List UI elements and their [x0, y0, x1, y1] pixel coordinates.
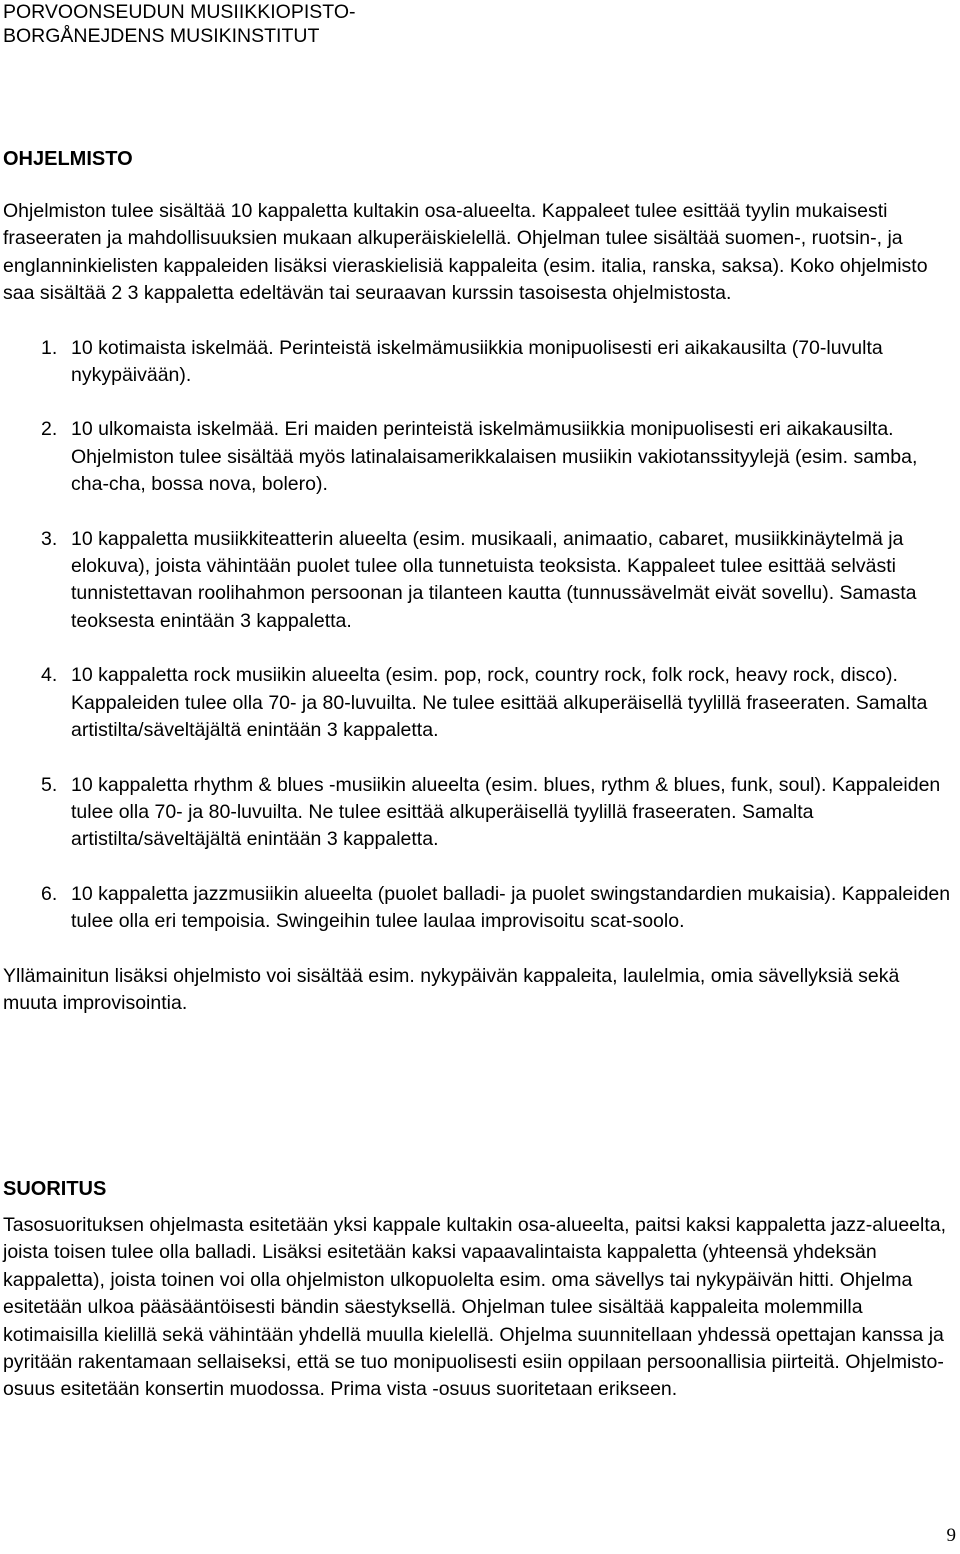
list-item-text: 10 ulkomaista iskelmää. Eri maiden perinteistä iskelmämusiikkia monipuolisesti eri aikakausilta. Ohjelmiston tulee sisältää myös latinalaisamerikkalaisen musiikin vakiotanssityylejä (esim. samba, cha-cha, bossa nova, bolero). — [71, 418, 918, 496]
list-item — [3, 526, 953, 636]
ohjelmisto-intro: Ohjelmiston tulee sisältää 10 kappaletta kultakin osa-alueelta. Kappaleet tulee esittää tyylin mukaisesti fraseeraten ja mahdollisuuksien mukaan alkuperäiskielellä. Ohjelman tulee sisältää suomen-, ruotsin-, ja englanninkielisten kappaleiden lisäksi vieraskielisiä kappaleita (esim. italia, ranska, saksa). Koko ohjelmisto saa sisältää 2 3 kappaletta edeltävän tai seuraavan kurssin tasoisesta ohjelmistosta. — [3, 200, 928, 305]
list-item-number: 4. — [41, 664, 58, 687]
ohjelmisto-section — [3, 146, 953, 1017]
list-item-number: 3. — [41, 527, 58, 550]
header-line-1: PORVOONSEUDUN MUSIIKKIOPISTO- — [3, 1, 356, 23]
list-item — [3, 881, 953, 936]
document-header — [3, 0, 356, 48]
list-item-text: 10 kappaletta jazzmusiikin alueelta (puolet balladi- ja puolet swingstandardien mukaisia). Kappaleiden tulee olla eri tempoisia. Swingeihin tulee laulaa improvisoitu scat-soolo. — [71, 882, 951, 933]
program-list — [3, 335, 953, 936]
list-item-text: 10 kappaletta musiikkiteatterin alueelta (esim. musikaali, animaatio, cabaret, musiikkinäytelmä ja elokuva), joista vähintään puolet tulee olla tunnetuista teoksista. Kappaleet tulee esittää selvästi tunnistettavan roolihahmon persoonan ja tilanteen kautta (tunnussävelmät eivät sovellu). Samasta teoksesta enintään 3 kappaletta. — [71, 527, 917, 632]
list-item-number: 6. — [41, 882, 58, 905]
list-item-number: 5. — [41, 773, 58, 796]
suoritus-title: SUORITUS — [3, 1177, 107, 1200]
list-item — [3, 416, 953, 498]
list-item-number: 2. — [41, 418, 58, 441]
list-item-text: 10 kappaletta rock musiikin alueelta (esim. pop, rock, country rock, folk rock, heavy rock, disco). Kappaleiden tulee olla 70- ja 80-luvuilta. Ne tulee esittää alkuperäisellä tyylillä fraseeraten. Samalta artistilta/säveltäjältä enintään 3 kappaletta. — [71, 664, 928, 742]
suoritus-text: Tasosuorituksen ohjelmasta esitetään yksi kappale kultakin osa-alueelta, paitsi kaksi kappaletta jazz-alueelta, joista toisen tulee olla balladi. Lisäksi esitetään kaksi vapaavalintaista kappaletta (yhteensä yhdeksän kappaletta), joista toinen voi olla ohjelmiston ulkopuolelta esim. oma sävellys tai nykypäivän hitti. Ohjelma esitetään ulkoa pääsääntöisesti bändin säestyksellä. Ohjelman tulee sisältää kappaleita molemmilla kotimaisilla kielillä sekä vähintään yhdellä muulla kielellä. Ohjelma suunnitellaan yhdessä opettajan kanssa ja pyritään rakentamaan sellaiseksi, että se tuo monipuolisesti esiin oppilaan persoonallisia piirteitä. Ohjelmisto-osuus esitetään konsertin muodossa. Prima vista -osuus suoritetaan erikseen. — [3, 1214, 947, 1401]
list-item-text: 10 kotimaista iskelmää. Perinteistä iskelmämusiikkia monipuolisesti eri aikakausilta (70-luvulta nykypäivään). — [71, 336, 883, 387]
header-line-2: BORGÅNEJDENS MUSIKINSTITUT — [3, 25, 320, 47]
page-number: 9 — [946, 1525, 956, 1546]
ohjelmisto-title: OHJELMISTO — [3, 148, 133, 170]
list-item-number: 1. — [41, 336, 58, 359]
list-item-text: 10 kappaletta rhythm & blues -musiikin alueelta (esim. blues, rythm & blues, funk, soul). Kappaleiden tulee olla 70- ja 80-luvuilta. Ne tulee esittää alkuperäisellä tyylillä fraseeraten. Samalta artistilta/säveltäjältä enintään 3 kappaletta. — [71, 773, 941, 851]
list-item — [3, 662, 953, 744]
list-item — [3, 335, 953, 390]
ohjelmisto-outro: Yllämainitun lisäksi ohjelmisto voi sisältää esim. nykypäivän kappaleita, laulelmia, omia sävellyksiä sekä muuta improvisointia. — [3, 964, 900, 1014]
list-item — [3, 772, 953, 854]
